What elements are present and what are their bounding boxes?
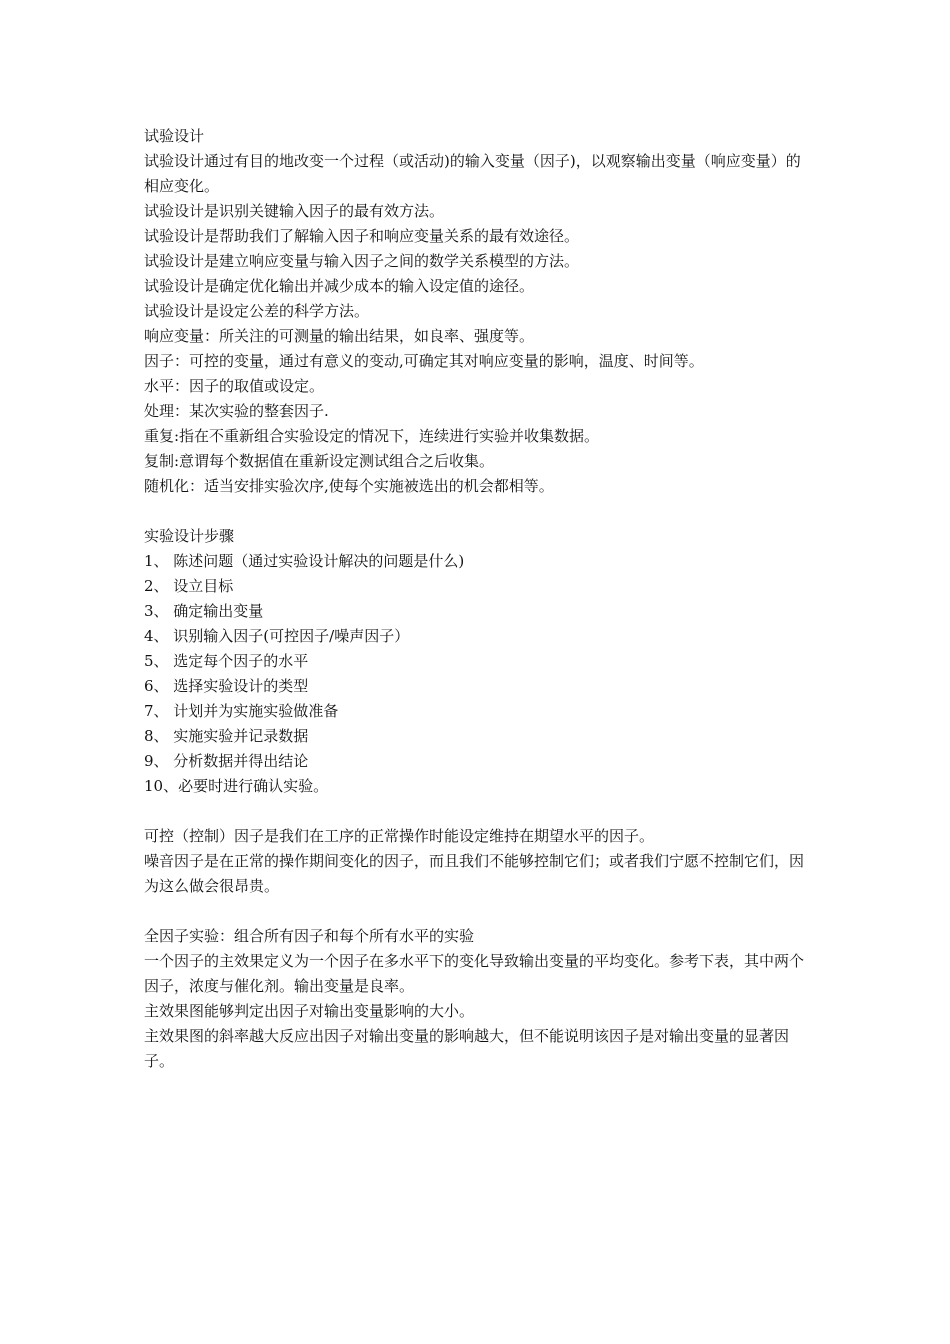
list-item: 1、 陈述问题（通过实验设计解决的问题是什么) xyxy=(144,552,465,570)
paragraph: 试验设计是确定优化输出并减少成本的输入设定值的途径。 xyxy=(144,277,535,295)
paragraph-noise-factor: 噪音因子是在正常的操作期间变化的因子，而且我们不能够控制它们；或者我们宁愿不控制它们，因为这么做会很昂贵。 xyxy=(144,852,805,895)
list-item: 9、 分析数据并得出结论 xyxy=(144,752,309,770)
list-item: 3、 确定输出变量 xyxy=(144,602,264,620)
paragraph: 试验设计通过有目的地改变一个过程（或活动)的输入变量（因子)，以观察输出变量（响应变量）的相应变化。 xyxy=(144,152,801,195)
definition-repetition: 重复:指在不重新组合实验设定的情况下，连续进行实验并收集数据。 xyxy=(144,427,600,445)
section-title-experiment-design: 试验设计 xyxy=(144,127,205,145)
paragraph: 试验设计是设定公差的科学方法。 xyxy=(144,302,370,320)
paragraph: 试验设计是建立响应变量与输入因子之间的数学关系模型的方法。 xyxy=(144,252,580,270)
list-item: 10、必要时进行确认实验。 xyxy=(144,777,329,795)
definition-treatment: 处理：某次实验的整套因子. xyxy=(144,402,329,420)
list-item: 5、 选定每个因子的水平 xyxy=(144,652,309,670)
definition-response-variable: 响应变量：所关注的可测量的输出结果，如良率、强度等。 xyxy=(144,327,535,345)
spacer xyxy=(144,499,812,524)
paragraph-main-effect: 一个因子的主效果定义为一个因子在多水平下的变化导致输出变量的平均变化。参考下表，其中两个因子，浓度与催化剂。输出变量是良率。 xyxy=(144,952,805,995)
paragraph-main-effect-plot: 主效果图能够判定出因子对输出变量影响的大小。 xyxy=(144,1002,475,1020)
list-item: 7、 计划并为实施实验做准备 xyxy=(144,702,339,720)
definition-level: 水平：因子的取值或设定。 xyxy=(144,377,325,395)
document-body xyxy=(144,124,812,1074)
list-item: 2、 设立目标 xyxy=(144,577,234,595)
definition-factor: 因子：可控的变量，通过有意义的变动,可确定其对响应变量的影响，温度、时间等。 xyxy=(144,352,704,370)
paragraph: 试验设计是识别关键输入因子的最有效方法。 xyxy=(144,202,445,220)
list-item: 4、 识别输入因子(可控因子/噪声因子） xyxy=(144,627,410,645)
paragraph-full-factorial: 全因子实验：组合所有因子和每个所有水平的实验 xyxy=(144,927,475,945)
definition-replication: 复制:意谓每个数据值在重新设定测试组合之后收集。 xyxy=(144,452,495,470)
section-title-steps: 实验设计步骤 xyxy=(144,527,235,545)
spacer xyxy=(144,799,812,824)
definition-randomization: 随机化：适当安排实验次序,使每个实施被选出的机会都相等。 xyxy=(144,477,554,495)
paragraph-controllable-factor: 可控（控制）因子是我们在工序的正常操作时能设定维持在期望水平的因子。 xyxy=(144,827,655,845)
list-item: 8、 实施实验并记录数据 xyxy=(144,727,309,745)
spacer xyxy=(144,899,812,924)
list-item: 6、 选择实验设计的类型 xyxy=(144,677,309,695)
paragraph: 试验设计是帮助我们了解输入因子和响应变量关系的最有效途径。 xyxy=(144,227,580,245)
paragraph-main-effect-slope: 主效果图的斜率越大反应出因子对输出变量的影响越大，但不能说明该因子是对输出变量的显著因子。 xyxy=(144,1027,790,1070)
